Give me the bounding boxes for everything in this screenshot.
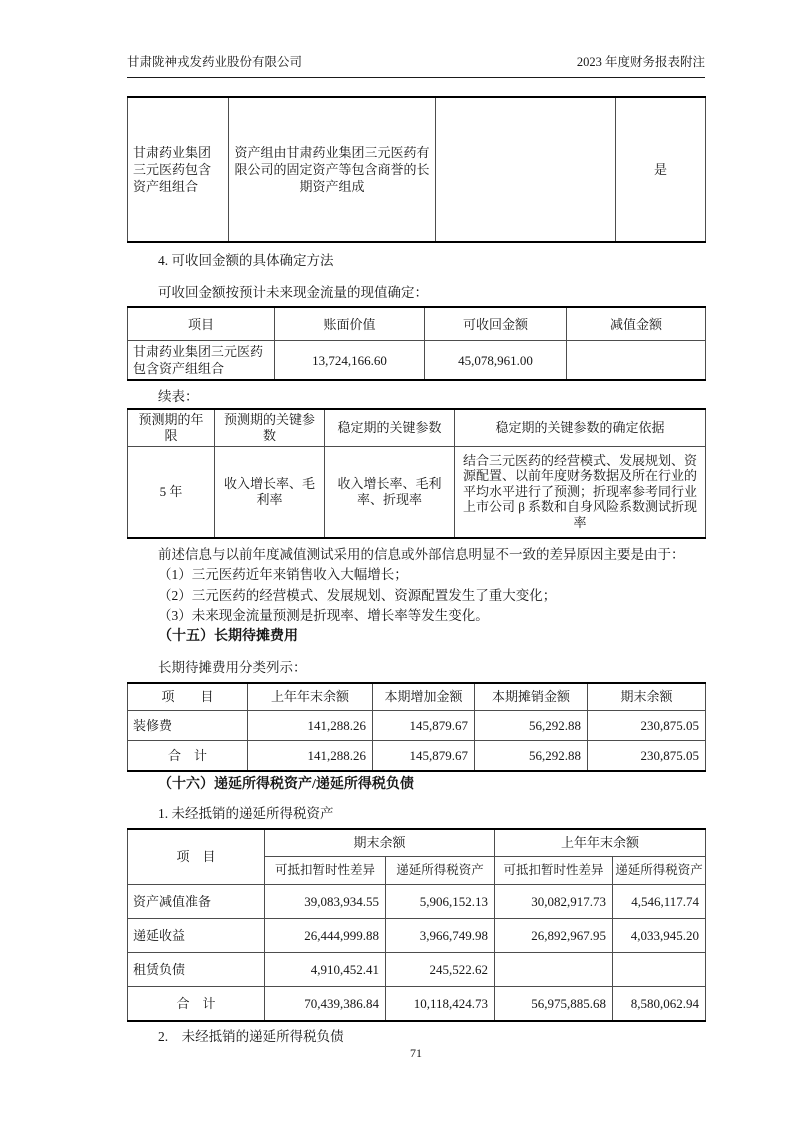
table-cell: 资产组由甘肃药业集团三元医药有限公司的固定资产等包含商誉的长期资产组成 [229, 97, 436, 242]
table-cell: 230,875.05 [588, 740, 706, 771]
table-cell: 26,444,999.88 [265, 918, 386, 952]
difference-note-item: （1）三元医药近年来销售收入大幅增长； [158, 567, 408, 582]
table-cell: 39,083,934.55 [265, 884, 386, 918]
table-header-row [128, 829, 706, 857]
column-header: 项目 [128, 307, 275, 341]
column-header: 减值金额 [567, 307, 706, 341]
continued-table-label: 续表： [158, 389, 199, 404]
table-cell: 45,078,961.00 [425, 341, 567, 381]
table-row [128, 97, 706, 242]
table-cell: 26,892,967.95 [495, 918, 613, 952]
table-cell: 合 计 [128, 740, 248, 771]
table-cell: 141,288.26 [248, 740, 373, 771]
column-header: 上年年末余额 [248, 683, 373, 711]
table-row [128, 341, 706, 381]
table-cell: 3,966,749.98 [386, 918, 495, 952]
table-cell: 结合三元医药的经营模式、发展规划、资源配置、以前年度财务数据及所在行业的平均水平进行了预测；折现率参考同行业上市公司 β 系数和自身风险系数测试折现率 [455, 446, 706, 538]
table-cell: 资产减值准备 [128, 884, 265, 918]
table-header-row [128, 409, 706, 447]
section-15-intro: 长期待摊费用分类列示： [158, 660, 307, 675]
recoverable-amount-table [127, 306, 706, 381]
table-cell: 甘肃药业集团三元医药包含资产组组合 [128, 341, 275, 381]
table-cell: 递延收益 [128, 918, 265, 952]
table-cell: 56,292.88 [475, 710, 588, 740]
column-header: 稳定期的关键参数的确定依据 [455, 409, 706, 447]
table-cell: 收入增长率、毛利率、折现率 [325, 446, 455, 538]
table-cell: 10,118,424.73 [386, 986, 495, 1021]
table-cell [567, 341, 706, 381]
table-row [128, 740, 706, 771]
table-cell: 70,439,386.84 [265, 986, 386, 1021]
column-header: 可抵扣暂时性差异 [265, 856, 386, 884]
table-cell: 141,288.26 [248, 710, 373, 740]
table-cell: 56,292.88 [475, 740, 588, 771]
company-name: 甘肃陇神戎发药业股份有限公司 [127, 55, 303, 69]
table-cell: 合 计 [128, 986, 265, 1021]
section-16-sub2: 2. 未经抵销的递延所得税负债 [158, 1028, 344, 1044]
table-cell: 145,879.67 [373, 740, 475, 771]
table-cell: 4,546,117.74 [613, 884, 706, 918]
column-header: 预测期的关键参数 [215, 409, 325, 447]
column-header: 本期摊销金额 [475, 683, 588, 711]
column-header: 稳定期的关键参数 [325, 409, 455, 447]
section-16-sub1: 1. 未经抵销的递延所得税资产 [158, 806, 334, 821]
page-number: 71 [410, 1046, 422, 1060]
table-cell: 56,975,885.68 [495, 986, 613, 1021]
table-cell: 245,522.62 [386, 952, 495, 986]
table-cell: 13,724,166.60 [275, 341, 425, 381]
table-row [128, 710, 706, 740]
deferred-tax-assets-table [127, 828, 706, 1022]
table-cell: 4,033,945.20 [613, 918, 706, 952]
table-header-row [128, 307, 706, 341]
table-cell [495, 952, 613, 986]
table-cell: 装修费 [128, 710, 248, 740]
long-term-deferred-expense-table [127, 682, 706, 772]
table-cell: 是 [616, 97, 706, 242]
column-header: 预测期的年限 [128, 409, 215, 447]
column-header: 递延所得税资产 [386, 856, 495, 884]
table-cell: 230,875.05 [588, 710, 706, 740]
section-4-intro: 可收回金额按预计未来现金流量的现值确定： [158, 284, 428, 300]
table-cell [613, 952, 706, 986]
table-cell: 145,879.67 [373, 710, 475, 740]
column-header: 期末余额 [588, 683, 706, 711]
section-15-heading: （十五）长期待摊费用 [158, 628, 298, 644]
forecast-parameters-table [127, 408, 706, 539]
column-header: 本期增加金额 [373, 683, 475, 711]
table-row [128, 952, 706, 986]
column-header: 项 目 [128, 683, 248, 711]
column-header: 递延所得税资产 [613, 856, 706, 884]
column-header: 项 目 [128, 829, 265, 885]
column-header: 可收回金额 [425, 307, 567, 341]
table-header-row [128, 683, 706, 711]
difference-note-intro: 前述信息与以前年度减值测试采用的信息或外部信息明显不一致的差异原因主要是由于： [158, 546, 685, 562]
table-cell: 4,910,452.41 [265, 952, 386, 986]
table-row [128, 918, 706, 952]
table-cell [436, 97, 616, 242]
table-row [128, 986, 706, 1021]
page-footer [127, 1046, 705, 1061]
section-16-heading: （十六）递延所得税资产/递延所得税负债 [158, 776, 414, 792]
table-cell: 30,082,917.73 [495, 884, 613, 918]
difference-note-item: （2）三元医药的经营模式、发展规划、资源配置发生了重大变化； [158, 587, 557, 603]
table-row [128, 884, 706, 918]
report-title: 2023 年度财务报表附注 [576, 55, 705, 69]
section-4-heading: 4. 可收回金额的具体确定方法 [158, 253, 334, 268]
table-cell: 甘肃药业集团三元医药包含资产组组合 [128, 97, 229, 242]
column-header: 可抵扣暂时性差异 [495, 856, 613, 884]
goodwill-asset-group-table [127, 96, 706, 243]
difference-note-item: （3）未来现金流量预测是折现率、增长率等发生变化。 [158, 608, 489, 623]
table-cell: 租赁负债 [128, 952, 265, 986]
table-cell: 8,580,062.94 [613, 986, 706, 1021]
table-cell: 5 年 [128, 446, 215, 538]
column-group-header: 上年年末余额 [495, 829, 706, 857]
column-header: 账面价值 [275, 307, 425, 341]
column-group-header: 期末余额 [265, 829, 495, 857]
table-row [128, 446, 706, 538]
table-cell: 5,906,152.13 [386, 884, 495, 918]
page-header [127, 55, 705, 78]
table-cell: 收入增长率、毛利率 [215, 446, 325, 538]
